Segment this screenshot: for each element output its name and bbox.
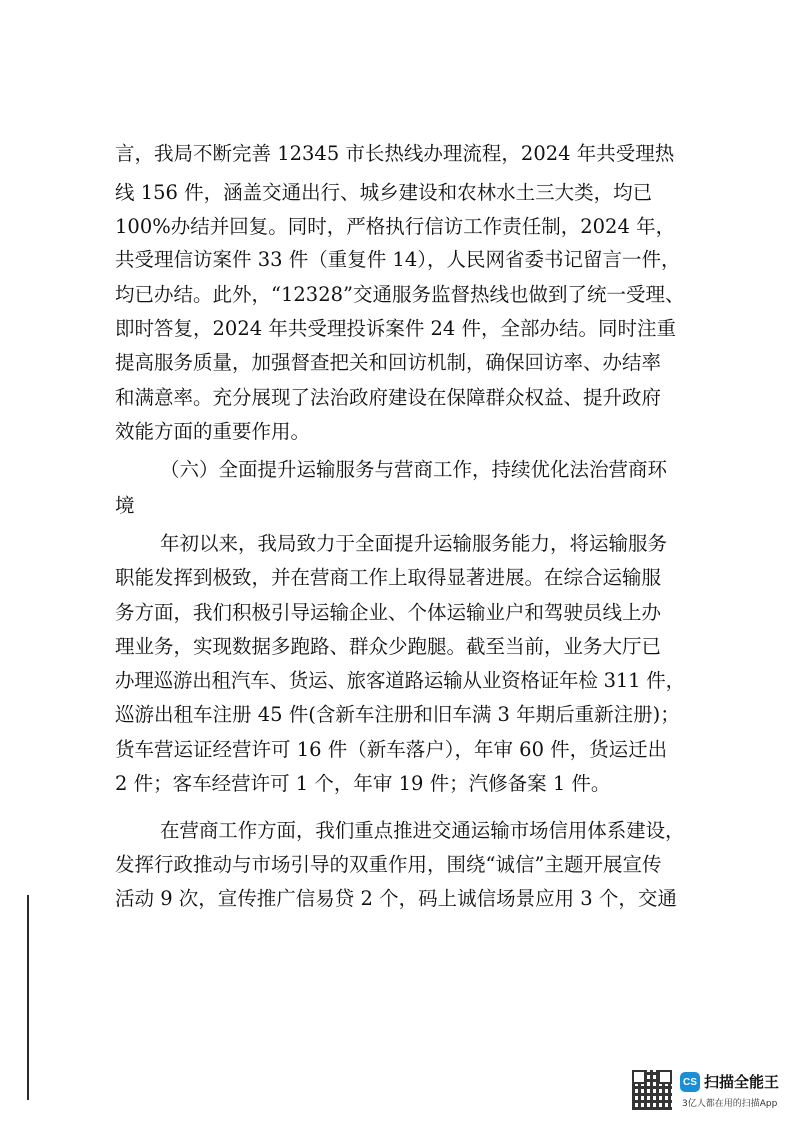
scanner-watermark <box>632 1068 782 1112</box>
text-line: 巡游出租车注册 45 件(含新车注册和旧车满 3 年期后重新注册)； <box>115 703 680 726</box>
text-line: 2 件；客车经营许可 1 个，年审 19 件；汽修备案 1 件。 <box>115 772 611 795</box>
scan-edge-line <box>27 895 29 1100</box>
text-line: 言，我局不断完善 12345 市长热线办理流程，2024 年共受理热 <box>115 142 675 165</box>
text-line: 提高服务质量，加强督查把关和回访机制，确保回访率、办结率 <box>115 351 662 374</box>
text-line: 活动 9 次，宣传推广信易贷 2 个，码上诚信场景应用 3 个，交通 <box>115 887 677 910</box>
text-line: 和满意率。充分展现了法治政府建设在保障群众权益、提升政府 <box>115 386 662 409</box>
text-line: 即时答复，2024 年共受理投诉案件 24 件，全部办结。同时注重 <box>115 317 677 340</box>
text-line: 理业务，实现数据多跑路、群众少跑腿。截至当前，业务大厅已 <box>115 635 662 658</box>
text-line: 货车营运证经营许可 16 件（新车落户），年审 60 件，货运迁出 <box>115 738 668 761</box>
text-line: 发挥行政推动与市场引导的双重作用，围绕“诚信”主题开展宣传 <box>115 853 662 876</box>
text-line: 共受理信访案件 33 件（重复件 14），人民网省委书记留言一件， <box>115 248 681 271</box>
section-heading: （六）全面提升运输服务与营商工作，持续优化法治营商环 <box>160 458 668 481</box>
text-line: 线 156 件，涵盖交通出行、城乡建设和农林水土三大类，均已 <box>115 181 653 204</box>
text-line: 效能方面的重要作用。 <box>115 420 311 443</box>
text-line: 办理巡游出租汽车、货运、旅客道路运输从业资格证年检 311 件， <box>115 669 685 692</box>
qr-code-icon <box>632 1070 672 1110</box>
paragraph-first-line: 在营商工作方面，我们重点推进交通运输市场信用体系建设， <box>160 819 685 842</box>
watermark-slogan: 3亿人都在用的扫描App <box>682 1099 778 1109</box>
text-line: 均已办结。此外，“12328”交通服务监督热线也做到了统一受理、 <box>115 283 685 306</box>
camscanner-logo-icon: CS <box>680 1072 700 1092</box>
text-line: 务方面，我们积极引导运输企业、个体运输业户和驾驶员线上办 <box>115 601 662 624</box>
watermark-brand: 扫描全能王 <box>704 1073 780 1091</box>
text-line: 100%办结并回复。同时，严格执行信访工作责任制，2024 年， <box>115 215 676 238</box>
paragraph-first-line: 年初以来，我局致力于全面提升运输服务能力，将运输服务 <box>160 532 668 555</box>
text-line: 职能发挥到极致，并在营商工作上取得显著进展。在综合运输服 <box>115 566 662 589</box>
section-heading-continuation: 境 <box>115 494 135 517</box>
